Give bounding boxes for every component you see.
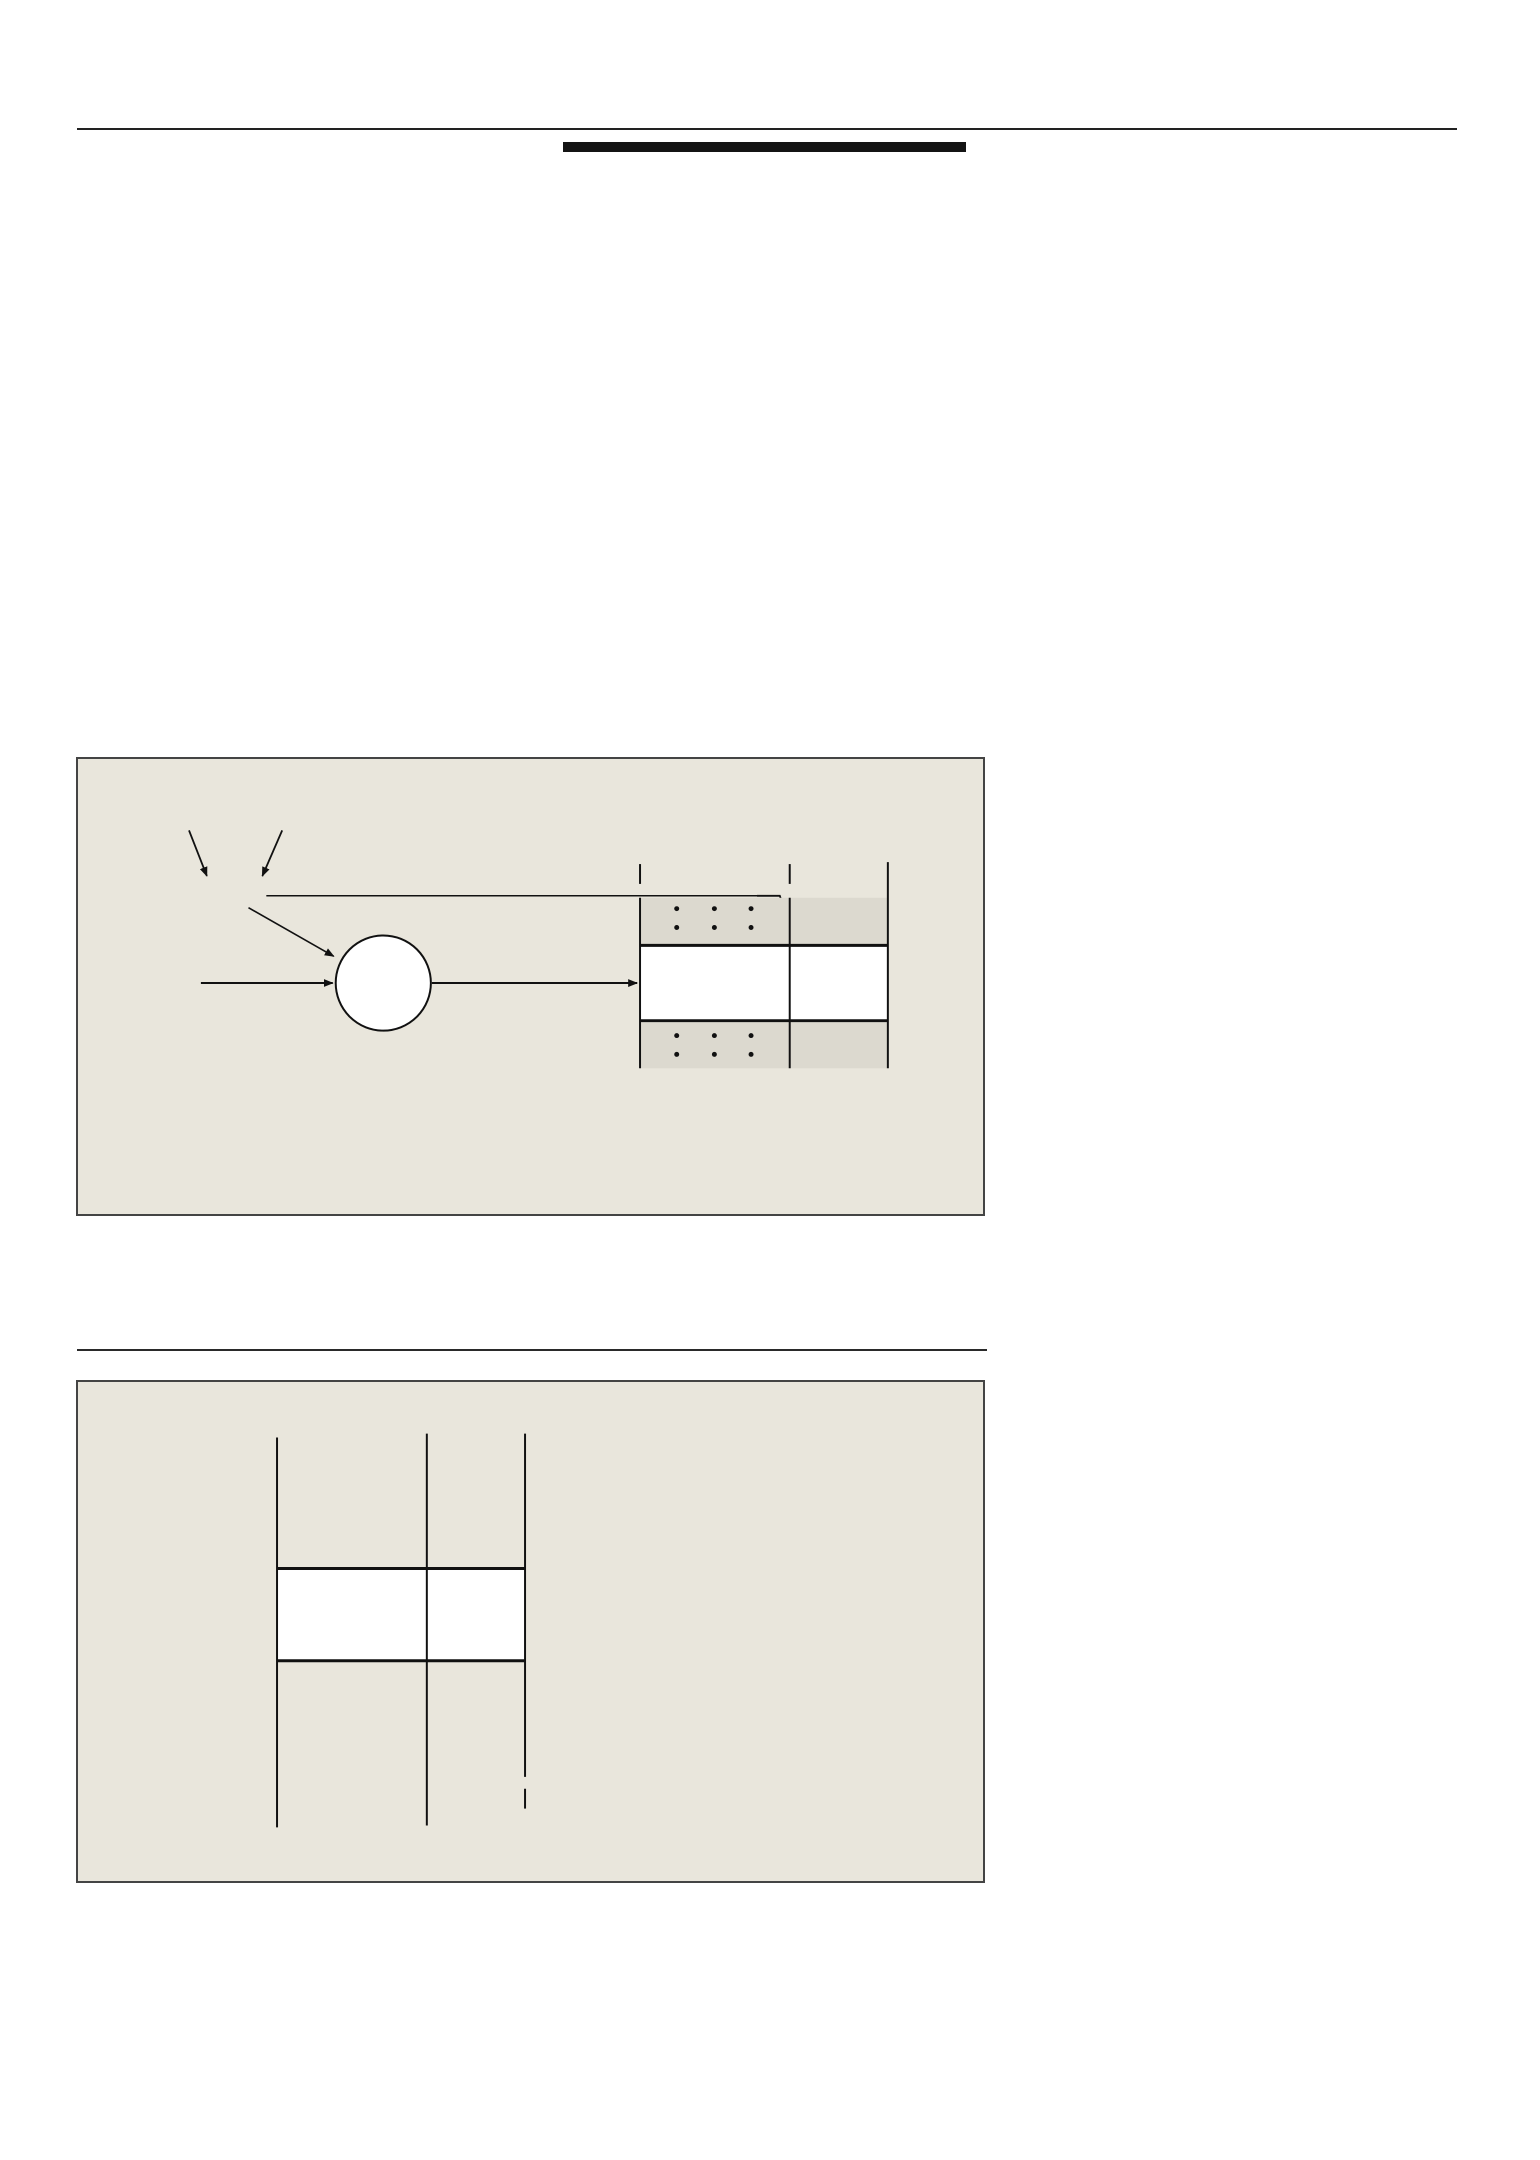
figure-3-diagram xyxy=(76,757,985,1216)
header-rule xyxy=(77,128,1457,130)
des-node xyxy=(336,935,431,1030)
arrow-pid-to-salt xyxy=(262,830,282,876)
caption-rule xyxy=(77,1349,987,1351)
password-file-entry xyxy=(277,1569,525,1661)
file-row-shade xyxy=(640,898,888,946)
file-row-shade xyxy=(640,1021,888,1069)
figure-4-diagram xyxy=(76,1380,985,1883)
header-bar xyxy=(563,142,966,152)
password-file-entry xyxy=(640,945,888,1020)
arrow-time-to-salt xyxy=(189,830,207,876)
text-column-3 xyxy=(1019,283,1458,351)
arrow-salt-to-des xyxy=(248,908,333,957)
